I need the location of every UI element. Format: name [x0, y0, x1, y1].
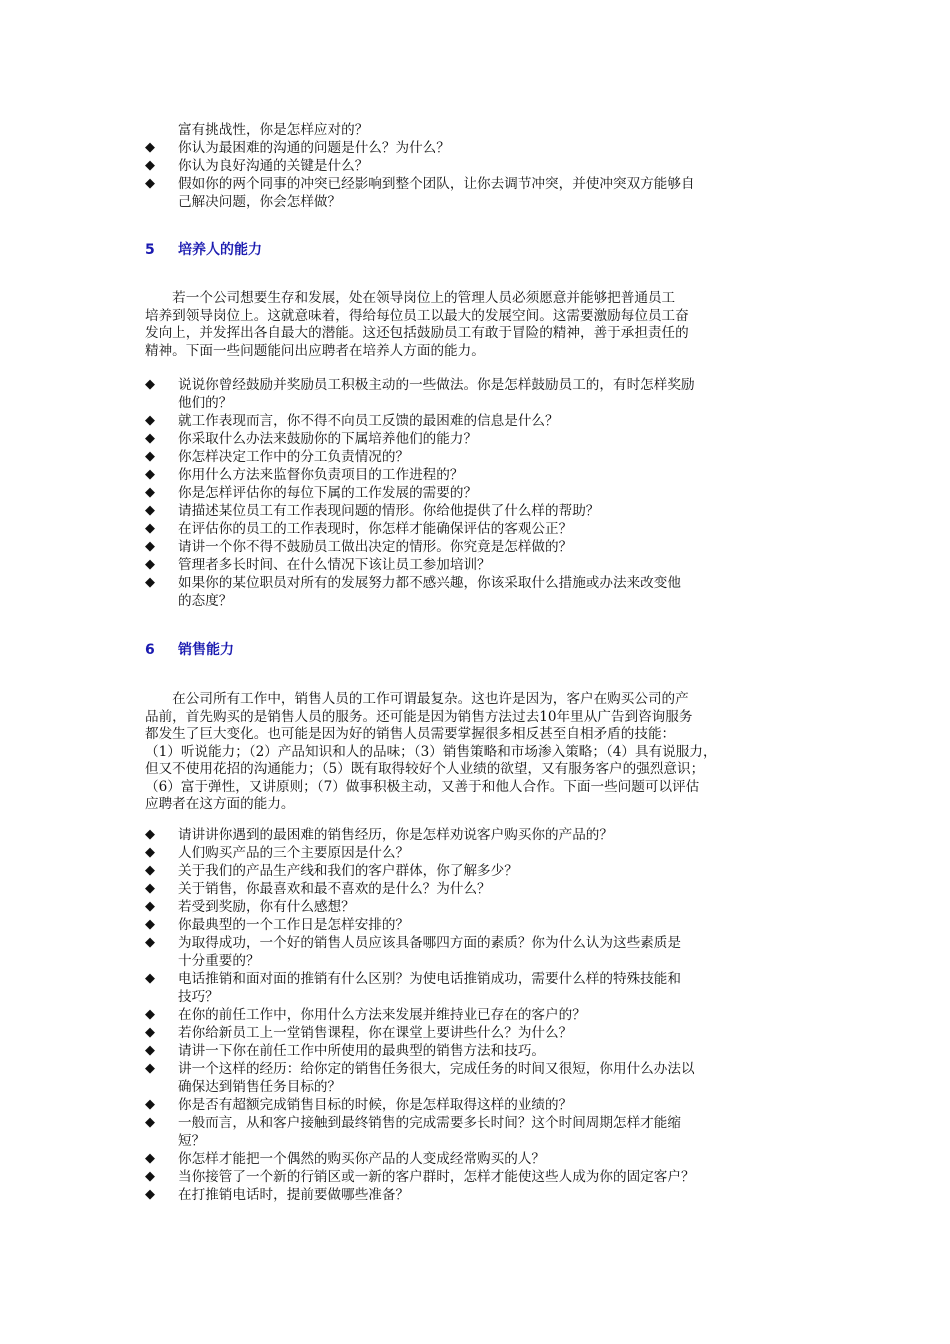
list-item — [145, 1060, 810, 1096]
list-item-text: 你用什么方法来监督你负责项目的工作进程的？ — [178, 467, 464, 483]
diamond-bullet-icon: ◆ — [145, 845, 155, 860]
list-item-text: 为取得成功，一个好的销售人员应该具备哪四方面的素质？你为什么认为这些素质是 — [178, 935, 681, 951]
list-item — [145, 175, 810, 211]
list-item — [145, 916, 810, 934]
list-item — [145, 826, 810, 844]
list-item — [145, 934, 810, 970]
list-item-text: 关于销售，你最喜欢和最不喜欢的是什么？为什么？ — [178, 881, 491, 897]
list-item-text: 当你接管了一个新的行销区或一新的客户群时，怎样才能使这些人成为你的固定客户？ — [178, 1169, 695, 1185]
list-item-text: 你采取什么办法来鼓励你的下属培养他们的能力？ — [178, 431, 478, 447]
list-item-text: 讲一个这样的经历：给你定的销售任务很大，完成任务的时间又很短，你用什么办法以 — [178, 1061, 695, 1077]
list-item-text: 技巧？ — [178, 989, 219, 1005]
diamond-bullet-icon: ◆ — [145, 176, 155, 191]
list-item — [145, 574, 810, 610]
diamond-bullet-icon: ◆ — [145, 485, 155, 500]
list-item — [145, 1186, 810, 1204]
list-item-text: 请描述某位员工有工作表现问题的情形。你给他提供了什么样的帮助？ — [178, 503, 600, 519]
list-item-text: 你怎样才能把一个偶然的购买你产品的人变成经常购买的人？ — [178, 1151, 546, 1167]
list-item — [145, 1168, 810, 1186]
list-item — [145, 484, 810, 502]
list-item — [145, 412, 810, 430]
diamond-bullet-icon: ◆ — [145, 917, 155, 932]
diamond-bullet-icon: ◆ — [145, 1007, 155, 1022]
list-item-text: 确保达到销售任务目标的？ — [178, 1079, 342, 1095]
list-item-text: 一般而言，从和客户接触到最终销售的完成需要多长时间？这个时间周期怎样才能缩 — [178, 1115, 681, 1131]
diamond-bullet-icon: ◆ — [145, 521, 155, 536]
paragraph-line: 培养到领导岗位上。这就意味着，得给每位员工以最大的发展空间。这需要激励每位员工奋 — [145, 307, 689, 324]
diamond-bullet-icon: ◆ — [145, 140, 155, 155]
list-item-text: 若受到奖励，你有什么感想？ — [178, 899, 355, 915]
section-title: 培养人的能力 — [178, 242, 262, 258]
list-item — [145, 448, 810, 466]
paragraph-line: 但又不使用花招的沟通能力；（5）既有取得较好个人业绩的欲望，又有服务客户的强烈意识； — [145, 761, 705, 777]
list-item-text: 你认为良好沟通的关键是什么？ — [178, 158, 369, 174]
list-item-text: 你认为最困难的沟通的问题是什么？为什么？ — [178, 140, 450, 156]
section-heading-5 — [145, 241, 262, 259]
list-item — [145, 556, 810, 574]
diamond-bullet-icon: ◆ — [145, 863, 155, 878]
section-6-paragraph — [145, 691, 813, 814]
diamond-bullet-icon: ◆ — [145, 158, 155, 173]
diamond-bullet-icon: ◆ — [145, 431, 155, 446]
diamond-bullet-icon: ◆ — [145, 467, 155, 482]
list-item-text: 假如你的两个同事的冲突已经影响到整个团队，让你去调节冲突，并使冲突双方能够自 — [178, 176, 695, 192]
list-item-text: 说说你曾经鼓励并奖励员工积极主动的一些做法。你是怎样鼓励员工的，有时怎样奖励 — [178, 377, 695, 393]
paragraph-line: 发向上，并发挥出各自最大的潜能。这还包括鼓励员工有敢于冒险的精神，善于承担责任的 — [145, 325, 689, 341]
section-6-question-list — [145, 826, 810, 1204]
section-5-question-list — [145, 376, 810, 610]
list-item-text: 就工作表现而言，你不得不向员工反馈的最困难的信息是什么？ — [178, 413, 559, 429]
list-item-text: 己解决问题，你会怎样做？ — [178, 194, 342, 210]
diamond-bullet-icon: ◆ — [145, 971, 155, 986]
list-item-text: 请讲一下你在前任工作中所使用的最典型的销售方法和技巧。 — [178, 1043, 546, 1059]
paragraph-line: 在公司所有工作中，销售人员的工作可谓最复杂。这也许是因为，客户在购买公司的产 — [145, 691, 689, 707]
diamond-bullet-icon: ◆ — [145, 1025, 155, 1040]
diamond-bullet-icon: ◆ — [145, 1115, 155, 1130]
top-question-list — [145, 121, 810, 211]
list-item-text: 请讲讲你遇到的最困难的销售经历，你是怎样劝说客户购买你的产品的？ — [178, 827, 613, 843]
diamond-bullet-icon: ◆ — [145, 1151, 155, 1166]
list-item-text: 人们购买产品的三个主要原因是什么？ — [178, 845, 410, 861]
paragraph-line: 品前，首先购买的是销售人员的服务。还可能是因为销售方法过去10年里从广告到咨询服务 — [145, 708, 693, 725]
diamond-bullet-icon: ◆ — [145, 1187, 155, 1202]
list-item-text: 你怎样决定工作中的分工负责情况的？ — [178, 449, 410, 465]
list-item — [145, 376, 810, 412]
continued-line: 富有挑战性，你是怎样应对的？ — [178, 122, 369, 138]
section-number: 5 — [145, 242, 155, 258]
diamond-bullet-icon: ◆ — [145, 935, 155, 950]
paragraph-line: 精神。下面一些问题能问出应聘者在培养人方面的能力。 — [145, 342, 485, 359]
paragraph-line: 若一个公司想要生存和发展，处在领导岗位上的管理人员必须愿意并能够把普通员工 — [145, 290, 676, 306]
diamond-bullet-icon: ◆ — [145, 881, 155, 896]
list-item-text: 请讲一个你不得不鼓励员工做出决定的情形。你究竟是怎样做的？ — [178, 539, 573, 555]
diamond-bullet-icon: ◆ — [145, 899, 155, 914]
list-item-text: 你最典型的一个工作日是怎样安排的？ — [178, 917, 410, 933]
list-item-text: 你是否有超额完成销售目标的时候，你是怎样取得这样的业绩的？ — [178, 1097, 573, 1113]
list-item — [145, 139, 810, 157]
list-item — [145, 844, 810, 862]
list-item — [145, 1096, 810, 1114]
list-item-text: 若你给新员工上一堂销售课程，你在课堂上要讲些什么？为什么？ — [178, 1025, 573, 1041]
list-item — [145, 430, 810, 448]
section-number: 6 — [145, 642, 155, 658]
diamond-bullet-icon: ◆ — [145, 1043, 155, 1058]
list-item — [145, 520, 810, 538]
list-item-text: 短？ — [178, 1133, 206, 1149]
bullet-list — [145, 376, 810, 610]
list-item-text: 你是怎样评估你的每位下属的工作发展的需要的？ — [178, 485, 478, 501]
section-5-paragraph — [145, 290, 813, 360]
diamond-bullet-icon: ◆ — [145, 827, 155, 842]
list-item-text: 他们的？ — [178, 395, 233, 411]
diamond-bullet-icon: ◆ — [145, 377, 155, 392]
list-item — [145, 1114, 810, 1150]
list-item — [145, 1042, 810, 1060]
diamond-bullet-icon: ◆ — [145, 1061, 155, 1076]
paragraph-line: （6）富于弹性，又讲原则；（7）做事积极主动，又善于和他人合作。下面一些问题可以评估 — [145, 778, 700, 795]
list-item — [145, 1024, 810, 1042]
list-item-text: 如果你的某位职员对所有的发展努力都不感兴趣，你该采取什么措施或办法来改变他 — [178, 575, 681, 591]
diamond-bullet-icon: ◆ — [145, 449, 155, 464]
list-item — [145, 970, 810, 1006]
paragraph-line: （1）听说能力；（2）产品知识和人的品味；（3）销售策略和市场渗入策略；（4）具有说服力， — [145, 743, 717, 760]
list-item-text: 管理者多长时间、在什么情况下该让员工参加培训？ — [178, 557, 491, 573]
diamond-bullet-icon: ◆ — [145, 413, 155, 428]
list-item — [145, 1006, 810, 1024]
list-item — [145, 862, 810, 880]
list-item-text: 十分重要的？ — [178, 953, 260, 969]
list-item — [145, 466, 810, 484]
list-item — [145, 1150, 810, 1168]
list-item-text: 在打推销电话时，提前要做哪些准备？ — [178, 1187, 410, 1203]
list-item — [145, 157, 810, 175]
section-heading-6 — [145, 641, 234, 659]
paragraph-line: 应聘者在这方面的能力。 — [145, 796, 295, 812]
list-item-text: 在你的前任工作中，你用什么方法来发展并维持业已存在的客户的？ — [178, 1007, 586, 1023]
paragraph-line: 都发生了巨大变化。也可能是因为好的销售人员需要掌握很多相反甚至自相矛盾的技能： — [145, 726, 676, 742]
diamond-bullet-icon: ◆ — [145, 1169, 155, 1184]
list-item — [145, 502, 810, 520]
list-item — [145, 880, 810, 898]
list-item — [145, 538, 810, 556]
list-item — [145, 898, 810, 916]
list-item-text: 关于我们的产品生产线和我们的客户群体，你了解多少？ — [178, 863, 518, 879]
list-item-text: 的态度？ — [178, 593, 233, 609]
diamond-bullet-icon: ◆ — [145, 1097, 155, 1112]
section-title: 销售能力 — [178, 642, 234, 658]
diamond-bullet-icon: ◆ — [145, 557, 155, 572]
diamond-bullet-icon: ◆ — [145, 539, 155, 554]
diamond-bullet-icon: ◆ — [145, 503, 155, 518]
list-item-text: 在评估你的员工的工作表现时，你怎样才能确保评估的客观公正？ — [178, 521, 573, 537]
diamond-bullet-icon: ◆ — [145, 575, 155, 590]
list-item-text: 电话推销和面对面的推销有什么区别？为使电话推销成功，需要什么样的特殊技能和 — [178, 971, 681, 987]
bullet-list — [145, 139, 810, 211]
bullet-list — [145, 826, 810, 1204]
